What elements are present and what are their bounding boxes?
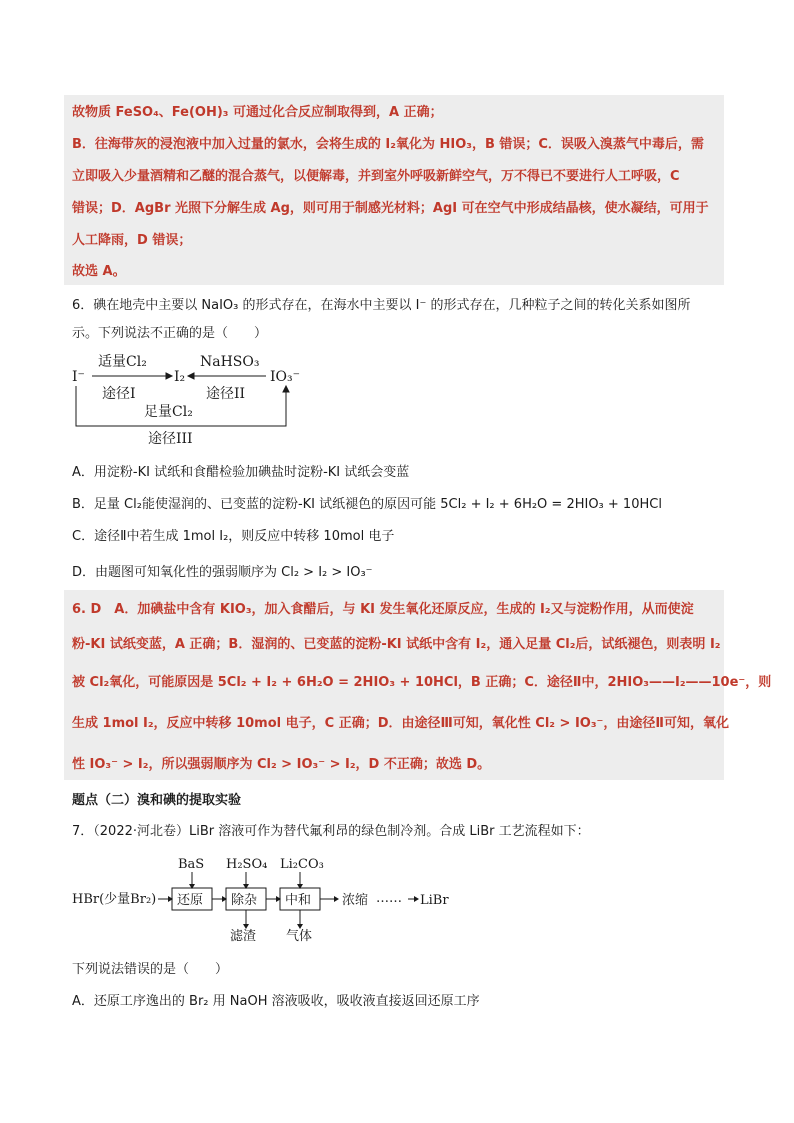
answer-6-line-5: 性 IO₃⁻ > I₂，所以强弱顺序为 Cl₂ > IO₃⁻ > I₂，D 不正确；故选 D。 bbox=[72, 757, 491, 772]
flow-step-concentrate: 浓缩 bbox=[342, 893, 369, 908]
flow-box-neutralize-label: 中和 bbox=[285, 893, 312, 908]
answer-5-line-4: 错误；D．AgBr 光照下分解生成 Ag，则可用于制感光材料；AgI 可在空气中形成结晶核，使水凝结，可用于 bbox=[72, 201, 709, 216]
question-6-option-d: D．由题图可知氧化性的强弱顺序为 Cl₂ > I₂ > IO₃⁻ bbox=[72, 565, 373, 580]
answer-6-line-4: 生成 1mol I₂，反应中转移 10mol 电子，C 正确；D．由途径Ⅲ可知，氧化性 Cl₂ > IO₃⁻，由途径Ⅱ可知，氧化 bbox=[72, 716, 729, 731]
diagram-reagent-nahso3: NaHSO₃ bbox=[200, 354, 260, 370]
flow-box-purify-label: 除杂 bbox=[231, 893, 258, 908]
flow-input-bas: BaS bbox=[178, 857, 205, 872]
diagram-arrowhead-path-1 bbox=[166, 373, 172, 379]
question-6-option-c: C．途径Ⅱ中若生成 1mol I₂，则反应中转移 10mol 电子 bbox=[72, 529, 395, 544]
flow-arrowhead-3-4 bbox=[334, 896, 339, 902]
answer-5-line-6: 故选 A。 bbox=[72, 264, 126, 279]
flow-start-hbr: HBr(少量Br₂) bbox=[72, 892, 157, 907]
answer-5-line-1: 故物质 FeSO₄、Fe(OH)₃ 可通过化合反应制取得到，A 正确； bbox=[72, 105, 443, 120]
answer-5-line-3: 立即吸入少量酒精和乙醚的混合蒸气，以便解毒，并到室外呼吸新鲜空气，万不得已不要进行人工呼吸，C bbox=[72, 169, 680, 184]
flow-output-residue: 滤渣 bbox=[230, 929, 257, 944]
flow-arrowhead-end bbox=[414, 896, 419, 902]
question-6-stem-2: 示。下列说法不正确的是（ ） bbox=[72, 326, 268, 341]
answer-5-block bbox=[64, 95, 724, 285]
answer-5-line-2: B．往海带灰的浸泡液中加入过量的氯水，会将生成的 I₂氧化为 HIO₃，B 错误；C．误吸入溴蒸气中毒后，需 bbox=[72, 137, 704, 152]
iodine-conversion-diagram bbox=[70, 348, 310, 448]
answer-6-line-3: 被 Cl₂氧化，可能原因是 5Cl₂ + I₂ + 6H₂O = 2HIO₃ + 10HCl，B 正确；C．途径Ⅱ中，2HIO₃——I₂——10e⁻，则 bbox=[72, 675, 772, 690]
libr-process-flow bbox=[70, 852, 460, 952]
answer-6-line-1: 6. D A．加碘盐中含有 KIO₃，加入食醋后，与 KI 发生氧化还原反应，生成的 I₂又与淀粉作用，从而使淀 bbox=[72, 602, 694, 617]
diagram-reagent-cl2-appropriate: 适量Cl₂ bbox=[98, 354, 147, 370]
diagram-arrowhead-path-2 bbox=[188, 373, 194, 379]
flow-ellipsis: …… bbox=[376, 891, 402, 906]
diagram-path-2: 途径II bbox=[206, 386, 246, 402]
diagram-path-3: 途径III bbox=[148, 431, 193, 447]
diagram-reactant-i-minus: I⁻ bbox=[72, 369, 85, 385]
diagram-reagent-cl2-excess: 足量Cl₂ bbox=[144, 404, 193, 420]
flow-end-libr: LiBr bbox=[420, 893, 449, 908]
question-7-stem: 7．（2022·河北卷）LiBr 溶液可作为替代氟利昂的绿色制冷剂。合成 LiBr 工艺流程如下： bbox=[72, 824, 590, 839]
diagram-product-i2: I₂ bbox=[174, 369, 186, 385]
flow-input-li2co3: Li₂CO₃ bbox=[280, 857, 324, 872]
flow-output-gas: 气体 bbox=[286, 929, 313, 944]
question-6-stem-1: 6．碘在地壳中主要以 NaIO₃ 的形式存在，在海水中主要以 I⁻ 的形式存在，几种粒子之间的转化关系如图所 bbox=[72, 298, 691, 313]
flow-input-h2so4: H₂SO₄ bbox=[226, 857, 268, 872]
section-heading: 题点（二）溴和碘的提取实验 bbox=[72, 793, 242, 808]
diagram-path-1: 途径I bbox=[102, 386, 136, 402]
diagram-reactant-io3: IO₃⁻ bbox=[270, 369, 301, 385]
diagram-arrowhead-path-3 bbox=[283, 386, 289, 392]
answer-5-line-5: 人工降雨，D 错误； bbox=[72, 233, 192, 248]
question-7-option-a: A．还原工序逸出的 Br₂ 用 NaOH 溶液吸收，吸收液直接返回还原工序 bbox=[72, 994, 480, 1009]
answer-6-line-2: 粉-KI 试纸变蓝，A 正确；B．湿润的、已变蓝的淀粉-KI 试纸中含有 I₂，通入足量 Cl₂后，试纸褪色，则表明 I₂ bbox=[72, 637, 721, 652]
question-7-prompt: 下列说法错误的是（ ） bbox=[72, 962, 229, 977]
question-6-option-b: B．足量 Cl₂能使湿润的、已变蓝的淀粉-KI 试纸褪色的原因可能 5Cl₂ + I₂ + 6H₂O = 2HIO₃ + 10HCl bbox=[72, 497, 662, 512]
question-6-option-a: A．用淀粉-KI 试纸和食醋检验加碘盐时淀粉-KI 试纸会变蓝 bbox=[72, 465, 410, 480]
flow-box-reduce-label: 还原 bbox=[177, 893, 204, 908]
